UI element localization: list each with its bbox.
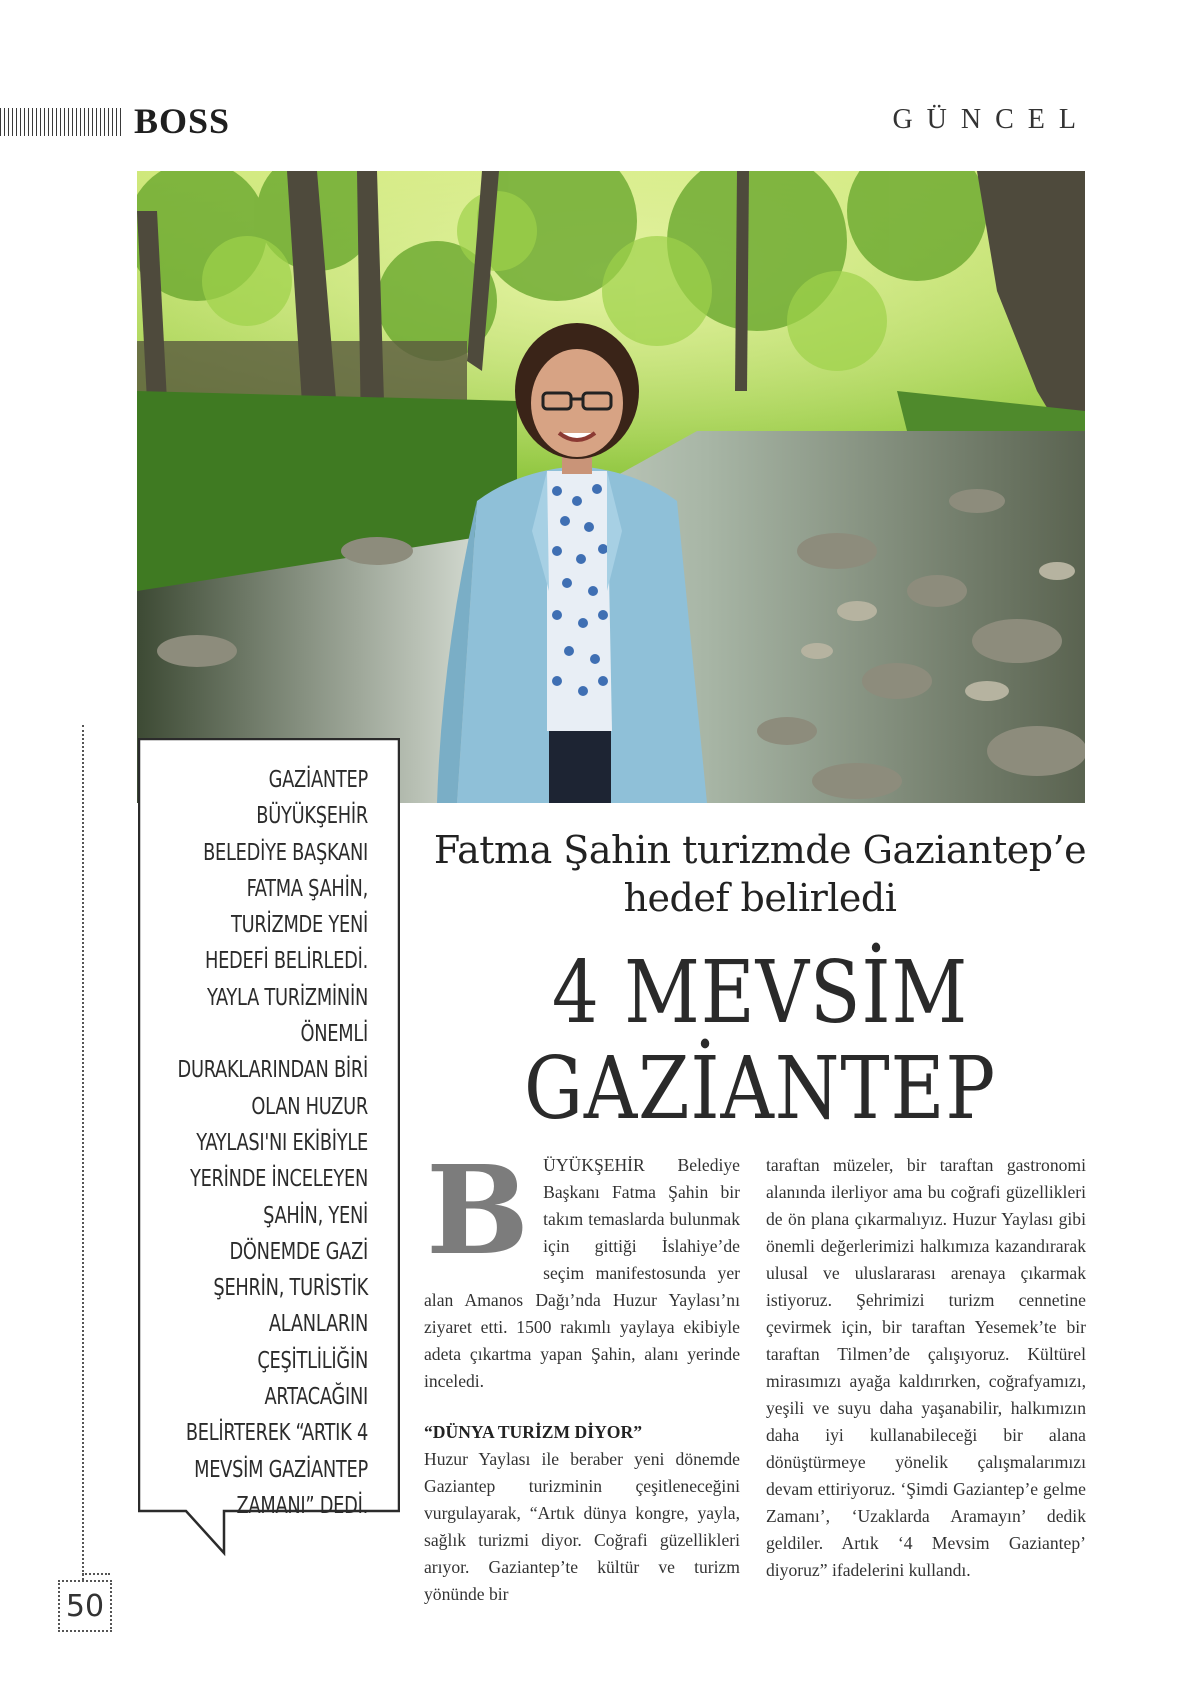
paragraph-3: taraftan müzeler, bir taraftan gastronomi alanında ilerliyor ama bu coğrafi güzellikleri de ön plana çıkarmalıyız. Huzur Yaylası gibi önemli değerlerimizi halkımıza kazandırarak ulusal ve uluslararası arenaya çıkarmak istiyoruz. Şehrimizi turizm cennetine çevirmek için, bir taraftan Yesemek’te bir taraftan Tilmen’de çalışıyoruz. Kültürel mirasımızı ayağa kaldırırken, coğrafyamızı, yeşili ve suyu daha yaşanabilir, halkımızın daha iyi kullanabileceği bir alana dönüştürmeye yönelik çalışmalarımızı devam ettiriyoruz. ‘Şimdi Gaziantep’e gelme Zamanı’, ‘Uzaklarda Aramayın’ dedik geldiler. Artık ‘4 Mevsim Gaziantep’ diyoruz” ifadelerini kullandı. [766, 1155, 1086, 1580]
paragraph-2: Huzur Yaylası ile beraber yeni dönemde Gaziantep turizminin çeşitleneceğini vurgulayarak, “Artık dünya kongre, yayla, sağlık turizmi diyor. Coğrafi güzellikleri arıyor. Gaziantep’te kültür ve turizm yönünde bir [424, 1449, 740, 1604]
page-number: 50 [58, 1580, 112, 1632]
article-photo [137, 171, 1085, 803]
body-column-2 [766, 1152, 1086, 1584]
section-subheading: “DÜNYA TURİZM DİYOR” [424, 1422, 642, 1442]
section-label: GÜNCEL [892, 104, 1090, 135]
header-decorative-lines [0, 108, 122, 136]
callout-text: GAZİANTEP BÜYÜKŞEHİR BELEDİYE BAŞKANI FATMA ŞAHİN, TURİZMDE YENİ HEDEFİ BELİRLEDİ. YAYLA TURİZMİNİN ÖNEMLİ DURAKLARINDAN BİRİ OLAN HUZUR YAYLASI'NI EKİBİYLE YERİNDE İNCELEYEN ŞAHİN, YENİ DÖNEMDE GAZİ ŞEHRİN, TURİSTİK ALANLARIN ÇEŞİTLİLİĞİN ARTACAĞINI BELİRTEREK “ARTIK 4 MEVSİM GAZİANTEP ZAMANI” DEDİ. [177, 767, 368, 1519]
body-column-1 [424, 1138, 740, 1608]
lead-text: Belediye Başkanı Fatma Şahin bir takım temaslarda bulunmak için gittiği İslahiye’de seçim manifestosunda yer alan Amanos Dağı’nda Huzur Yaylası’nı ziyaret etti. 1500 rakımlı yaylaya ekibiyle adeta çıkartma yapan Şahin, alanı yerinde inceledi. [424, 1155, 740, 1391]
dotted-rule-vertical [82, 725, 84, 1580]
lead-smallcaps: ÜYÜKŞEHİR [543, 1155, 645, 1175]
magazine-logo: BOSS [134, 101, 231, 141]
dotted-rule-horizontal [82, 1573, 110, 1575]
drop-cap: B [426, 1138, 530, 1282]
callout-box [138, 738, 398, 1518]
article-headline: 4 MEVSİM GAZİANTEP [523, 943, 997, 1139]
article-subtitle: Fatma Şahin turizmde Gaziantep’e hedef belirledi [433, 828, 1087, 920]
